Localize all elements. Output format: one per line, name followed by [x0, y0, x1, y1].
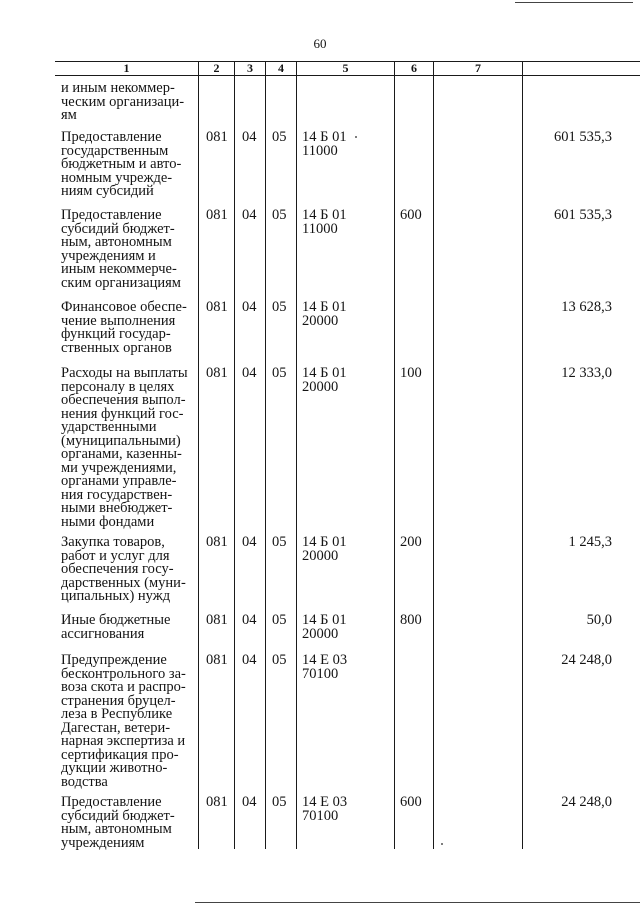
row-amount: 12 333,0: [561, 365, 612, 381]
scan-speck: [441, 843, 443, 845]
row-code-4: 05: [272, 365, 287, 381]
row-amount: 601 535,3: [554, 129, 612, 145]
row-code-2: 081: [206, 365, 228, 381]
row-code-4: 05: [272, 794, 287, 810]
row-code-2: 081: [206, 534, 228, 550]
row-code-6: 600: [400, 207, 422, 223]
row-code-3: 04: [242, 794, 257, 810]
scan-speck: [355, 136, 357, 138]
row-name: Иные бюджетные ассигнования: [61, 612, 171, 642]
row-name: Закупка товаров, работ и услуг для обеспечения госу- дарственных (муни- ципальных) нужд: [61, 534, 186, 604]
header-cell: 6: [411, 61, 417, 75]
header-cell: 2: [213, 61, 220, 75]
row-code-4: 05: [272, 534, 287, 550]
row-code-5: 14 Б 01 11000: [302, 207, 347, 237]
row-code-2: 081: [206, 612, 228, 628]
row-name: Предоставление субсидий бюджет- ным, автономным учреждениям и иным некоммерче- ским организациям: [61, 207, 181, 291]
header-cell: 4: [278, 61, 284, 75]
row-code-3: 04: [242, 652, 257, 668]
row-code-2: 081: [206, 129, 228, 145]
row-code-4: 05: [272, 207, 287, 223]
row-name: Предоставление субсидий бюджет- ным, автономным учреждениям: [61, 794, 175, 851]
row-code-4: 05: [272, 129, 287, 145]
row-code-2: 081: [206, 299, 228, 315]
top-rule: [515, 2, 633, 3]
row-code-2: 081: [206, 207, 228, 223]
col-divider: [433, 61, 434, 849]
page-number: 60: [313, 36, 327, 51]
row-code-5: 14 Б 01 20000: [302, 365, 347, 395]
row-code-4: 05: [272, 299, 287, 315]
row-name: Предоставление государственным бюджетным и авто- номным учрежде- ниям субсидий: [61, 129, 182, 199]
col-divider: [394, 61, 395, 849]
row-amount: 13 628,3: [561, 299, 612, 315]
row-amount: 50,0: [586, 612, 612, 628]
row-code-5: 14 Б 01 11000: [302, 129, 347, 159]
bottom-rule: [195, 902, 640, 903]
row-code-4: 05: [272, 652, 287, 668]
row-name: и иным некоммер- ческим организаци- ям: [61, 80, 185, 123]
header-cell: 5: [342, 61, 349, 75]
row-code-3: 04: [242, 612, 257, 628]
row-code-4: 05: [272, 612, 287, 628]
row-code-2: 081: [206, 794, 228, 810]
col-divider: [234, 61, 235, 849]
row-code-5: 14 Б 01 20000: [302, 299, 347, 329]
row-code-3: 04: [242, 365, 257, 381]
row-code-3: 04: [242, 129, 257, 145]
row-code-6: 100: [400, 365, 422, 381]
row-code-6: 800: [400, 612, 422, 628]
row-code-5: 14 Б 01 20000: [302, 534, 347, 564]
header-cell: 7: [475, 61, 481, 75]
row-amount: 24 248,0: [561, 652, 612, 668]
row-amount: 601 535,3: [554, 207, 612, 223]
row-code-2: 081: [206, 652, 228, 668]
row-code-6: 600: [400, 794, 422, 810]
row-code-5: 14 Б 01 20000: [302, 612, 347, 642]
row-name: Предупреждение бесконтрольного за- воза скота и распро- странения бруцел- леза в Республике Дагестан, ветери- нарная экспертиза и сертификация про- дукции животно- водства: [61, 652, 186, 790]
row-code-3: 04: [242, 299, 257, 315]
row-amount: 1 245,3: [568, 534, 612, 550]
header-cell: 1: [123, 61, 130, 75]
header-bottom-border: [55, 75, 640, 76]
col-divider: [296, 61, 297, 849]
header-cell: 3: [247, 61, 253, 75]
row-code-6: 200: [400, 534, 422, 550]
row-code-3: 04: [242, 207, 257, 223]
row-code-5: 14 Е 03 70100: [302, 652, 348, 682]
col-divider: [265, 61, 266, 849]
row-code-5: 14 Е 03 70100: [302, 794, 348, 824]
col-divider: [522, 61, 523, 849]
row-name: Расходы на выплаты персоналу в целях обеспечения выпол- нения функций гос- ударственными (муниципальными) органами, казенны- ми учреждениями, органами управле- ния государствен- ными внебюджет- ными фондами: [61, 365, 188, 530]
header-cell: [523, 62, 633, 75]
row-code-3: 04: [242, 534, 257, 550]
row-name: Финансовое обеспе- чение выполнения функций государ- ственных органов: [61, 299, 187, 356]
row-amount: 24 248,0: [561, 794, 612, 810]
